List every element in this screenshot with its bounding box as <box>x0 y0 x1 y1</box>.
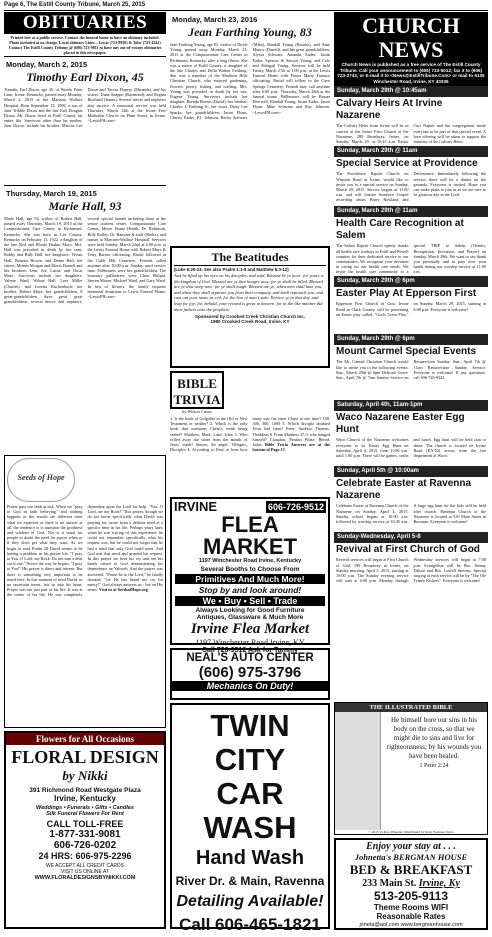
trivia-logo: BIBLE TRIVIA <box>170 371 224 409</box>
church-event <box>334 146 488 206</box>
bnb-l2: Johnetta's BERGMAN HOUSE <box>354 852 468 862</box>
church-event <box>334 532 488 620</box>
church-event-title: Revival at First Church of God <box>336 544 480 556</box>
church-event-body: Epperson First Church of God, Irvine Road in Clark County, will be presenting an Easter play called, "God's Great Plan," on Sunday, March 29, 2015, starting at 6:00 p.m. Everyone is welcome! <box>336 301 486 317</box>
beatitudes-sponsor: Sponsored by Crooked Creek Christian Church Inc. <box>194 314 306 320</box>
obit-text-3: Jean Farthing Young, age 83, widow of Doyle Young, passed away Monday, March 23, 2015 at the Compassionate Care Center in Richmond, Kentucky, after a long illness. She was a native of Estill County, a daughter of the late Charles and Della Walton Farthing. She was a member of the Madison Hills Christian Church, who enjoyed gardening, flowers, poetry, fishing, and crafting. Mrs. Young was preceded in death by her son, Eugene Young. Survivors include her daughter, Brenda Brown (David); her brother, Charles J. Farthing Jr.; her sister, Daisy Lee Sparks; her grandchildren: Jason Flynn, Christy Eades, P.J. Johnson, Becky Schwarz (Mike), Randall Young (Brooke), and Amy Muncy (Darrell); and her great grandchildren: Alyssa Schwarz, Amanda Eades, Justin Eades, Spencer & Sawyer Young, and Cole and Abbigail Young. Services will be held Friday, March 27th at 1:00 p.m. at the Lewis Funeral Home with Pastor Marty Furnace officiating. Burial will follow in the Cave Springs Cemetery. Friends may call anytime after 6:00 p.m., Thursday, March 26th at the funeral home. Pallbearers will be Buster Deerwell, Randall Young, Justin Eades, Jason Flynn, Mike Schwarz and Roy Johnson. <box>170 42 330 120</box>
seeds-of-hope <box>4 455 166 728</box>
obit-date-1: Monday, March 2, 2015 <box>6 60 88 69</box>
florist-top: Flowers for All Occasions <box>6 733 164 745</box>
church-event-date: Sunday-Wednesday, April 5-8 <box>334 532 488 543</box>
obit-sig-3: ~LewisFH.com~ <box>252 109 281 115</box>
church-event-date: Sunday, March 29th @ 6pm <box>334 334 488 345</box>
flea-line5: Always Looking for Good Furniture <box>195 607 305 614</box>
obit-date-2: Thursday, March 19, 2015 <box>6 189 97 198</box>
florist-services: Weddings • Funerals • Gifts • Candles <box>36 805 134 811</box>
florist-web-label: VISIT US ONLINE AT <box>61 869 109 875</box>
church-event-date: Saturday, April 4th, 11am-1pm <box>334 400 488 411</box>
neals-tag: Mechanics On Duty! <box>172 681 328 691</box>
church-event-title: Health Care Recognition at Salem <box>336 218 464 242</box>
beatitudes-ref: (Luke 6:20-23. See also Psalm 1:1-6 and Matthew 5:3-12) <box>174 267 289 272</box>
florist-phone1: 1-877-331-9081 <box>49 829 121 840</box>
obit-sig-1: ~LewisFH.com~ <box>87 118 116 124</box>
church-event-body: Revival services will begin at First Church of God, 199 Broadway in Irvine, on Sunday morning, April 5, 2015, starting at 10:00 a.m. The Sunday evening service will start at 6:00 p.m. Monday through Wednesday services will begin at 7:00 p.m. Evangelists will be Bro. Jimmy Dalton and Bro. Lowell Stevens. Special singing at each service will be by "The Ole Tymey Kickers". Everyone is welcome! <box>336 557 486 584</box>
illus-drawing <box>335 712 381 830</box>
church-title: CHURCH NEWS <box>362 13 460 62</box>
neals-name: NEAL'S AUTO CENTER <box>186 652 314 664</box>
church-subtitle: Church News is published as a free service of The Estill County Tribune. Call your announcement to (606) 723-5012; fax it to (606) 723-2743; or E-mail it to <News@EstillTribune.Com> or mail to 6135 Winchester Road, Irvine, KY 40336 <box>337 62 485 84</box>
obit-body-1 <box>4 87 166 183</box>
illustrated-bible <box>334 702 488 835</box>
page-header <box>4 2 488 11</box>
bnb-street: 233 Main St. <box>362 878 417 889</box>
beatitudes-address: 1980 Crooked Creek Road, Irvine, KY <box>210 319 290 325</box>
church-event <box>334 276 488 334</box>
florist-phone2: 606-726-0202 <box>53 840 117 851</box>
florist-name: FLORAL DESIGN <box>11 747 159 767</box>
florist-cards: WE ACCEPT ALL CREDIT CARDS <box>46 863 124 869</box>
seeds-body <box>7 504 163 724</box>
carwash-l6: Call 606-465-1821 <box>179 915 321 934</box>
flea-title: FLEA MARKET <box>202 512 298 559</box>
seeds-text: Prayer puts our faith at risk. When we "pray to God in faith believing" and nothing happens or the results are different from what we expected or there is no answer at all, the tendency is to question the goodness and wisdom of God. Nor is it usual for people to doubt the need for prayer when or if they don't get what they want. As we begin to read Psalm 28 David seems to be having a problem in his prayer life. "I pray to You, O Lord, my Rock. Do not turn a deaf ear to me." Notice the way he begins: "I pray to You!" His prayer is direct and intense. But there is something very important to be noted here. In this moment of need David, in no uncertain terms, lets us into his heart. Prayer was not just part of his life. It was at the center of his life. He was completely dependent upon the Lord for help. "You, O Lord, are my Rock!" This prayer, though we do not know specifically what David was praying for, arose from a definite need at a specific time in his life. Perhaps years later, when he was writing of this experience, he could not remember specifically what his request was, but he could not forget that he had a need that only God could meet. And God met that need and granted his request. In this prayer we hear his cry and see his hands raised to God demonstrating his dependence on Yahweh. And the prayer was answered. "Praise be to the Lord," he finally shouted, "for He has heard my cry for mercy!" God always answers us - but on His terms. <box>7 504 163 598</box>
bnb-l7: Reasonable Rates <box>376 912 446 921</box>
flea-irvine: IRVINE <box>174 499 218 514</box>
church-news <box>334 12 488 702</box>
obit-body-3 <box>170 42 330 242</box>
carwash-l2: CAR WASH <box>203 776 297 845</box>
church-event <box>334 466 488 532</box>
trivia-questions <box>170 416 330 494</box>
florist-city: Irvine, Kentucky <box>54 794 116 803</box>
neals-phone: (606) 975-3796 <box>198 664 302 681</box>
florist-phone3: 24 HRS: 606-975-2296 <box>38 851 132 861</box>
obituaries-note: Printed free as a public service. Contact the funeral home to have an obituary included. Photo included at no charge. Local obituary Lines – Lewis (723-8950) & Toler (723-4242) Contact The Estill County Tribune @ (606) 723-9811 to have any out-of-county obituaries placed in this newspaper. <box>8 35 162 55</box>
church-event-date: Sunday, March 29th @ 6pm <box>334 276 488 287</box>
beatitudes-title: The Beatitudes <box>174 250 326 266</box>
beatitudes-text: And he lifted up his eyes on his disciples, and said, Blessed be ye poor: for yours is the kingdom of God. Blessed are ye that hunger now: for ye shall be filled. Blessed are ye that weep now: for ye shall laugh. Blessed are ye, when men shall hate you, and when they shall separate you from their company, and shall reproach you, and cast out your name as evil, for the Son of man's sake. Rejoice ye in that day, and leap for joy: for, behold, your reward is great in heaven: for in the like manner did their fathers unto the prophets. <box>174 273 324 312</box>
obit-name-3: Jean Farthing Young, 83 <box>188 25 312 39</box>
carwash-l4: River Dr. & Main, Ravenna <box>175 874 325 888</box>
carwash-ad <box>170 703 330 934</box>
beatitudes <box>170 246 330 368</box>
church-header <box>334 12 488 86</box>
bnb-ad <box>334 838 488 930</box>
bible-trivia <box>170 371 330 495</box>
church-event-body: The Salem Baptist Church openly thanks all health care workers in Estill and Powell counties for their dedicated service to our communities. We recognize your devotion in caring for our health care needs. We invite the health care community to a special TRIP to Salem (Thanks, Recognition, Invitation, and Prayer) on Sunday, March 29th. We want to say thank you personally and to pray over your hands during our worship service at 11:00 a.m. <box>336 243 486 275</box>
church-event-body: The Mt. Carmel Christian Church would like to invite you to the following events: Sun., March 29th @ 6pm Delicate Grace. Sun., April 7th @ 7am Sunrise Service on Resurrection Sunday. Sun., April 7th @ 11am Resurrection Sunday Service. Everyone is welcome! If any questions, call 606-726-9342. <box>336 359 486 380</box>
flea-line3: Stop by and look around! <box>198 585 302 595</box>
obit-name-1: Timothy Earl Dixon, 45 <box>26 70 144 84</box>
obit-young <box>170 12 330 244</box>
carwash-l3: Hand Wash <box>195 847 305 869</box>
illus-title: THE ILLUSTRATED BIBLE <box>335 703 487 712</box>
trivia-by: by Wilson Casey <box>182 409 212 414</box>
flea-phone: 606-726-9512 <box>267 501 324 512</box>
florist-web[interactable]: WWW.FLORALDESIGNSBYNIKKI.COM <box>34 875 136 881</box>
church-event-body: Celebrate Easter at Ravenna Church of the Nazarene on Sunday, April 4, 2015. Sunday school begins at 10:00 a.m. followed by worship service at 10:45 a.m. A huge egg hunt for the kids will be held after church. Ravenna Church of the Nazarene is located at 530 Main Street in Ravenna. Everyone is welcome! <box>336 503 486 524</box>
church-event-date: Sunday, March 29th @ 11am <box>334 146 488 157</box>
church-event <box>334 400 488 466</box>
bnb-contact[interactable]: joneta@aol.com www.bergmanhouse.com <box>359 922 463 928</box>
flea-call: Call 726-9512 Ask for Tammy <box>201 647 299 654</box>
church-event-body: Waco Church of the Nazarene welcomes everyone to its Easter Egg Hunt on Saturday, April 4, 2015, from 11:00 a.m. until 1:00 p.m. There will be games, crafts and lunch. Egg hunt will be held rain or shine. The church is located on Irvine Road (KY-52) across from the fire department at Waco. <box>336 437 486 458</box>
obit-body-2 <box>4 216 166 466</box>
flea-address2: 1197 Winchester Road Irvine, KY <box>195 638 305 647</box>
flea-market-ad <box>170 497 330 654</box>
florist-silk: Silk Funeral Flowers For Rent <box>46 811 124 817</box>
page-header-text: Page 6, The Estill County Tribune, March 25, 2015 <box>4 2 146 8</box>
flea-address: 1197 Winchester Road Irvine, Kentucky <box>198 558 302 564</box>
illus-copyright: © 2015 by Ron Wheeler, Distributed by King Features Synd. <box>368 830 454 834</box>
obit-sig-2: ~LewisFH.com~ <box>87 294 116 300</box>
bnb-l4 <box>336 878 486 889</box>
church-event-date: Sunday, March 29th @ 11am <box>334 206 488 217</box>
church-event-title: Special Service at Providence <box>336 158 478 170</box>
church-event-date: Sunday, March 29th @ 10:45am <box>334 86 488 97</box>
church-event <box>334 206 488 276</box>
bnb-phone: 513-205-9113 <box>373 889 449 903</box>
bnb-l1: Enjoy your stay at . . . <box>366 841 456 852</box>
flea-line1: Several Booths to Choose From <box>200 566 300 573</box>
obit-name-2: Marie Hall, 93 <box>48 199 122 213</box>
carwash-l1: TWIN CITY <box>210 708 290 777</box>
church-event-body: The Providence Baptist Church on Winston Road in Irvine, would like to invite you to a special service on Sunday, March 29, 2015. Service begins at 11:00 a.m. and will feature Southern Gospel recording artists Barry Rowland and Deliverance. Immediately following the service, there will be a dinner on the grounds. Everyone is invited. Hope you can make plans to join in as we are sure to be glorious day in the Lord. <box>336 171 486 203</box>
church-event <box>334 86 488 146</box>
trivia-answers-note: Bible Trivia Answers are at the bottom of Page 13 <box>252 442 331 453</box>
obit-text-2: Marie Hall, age 93, widow of Robert Hall, passed away Thursday, March 19, 2015 at the Compassionate Care Center in Richmond, Kentucky. She was born in Lee County, Kentucky on February 15, 1922, a daughter of the late Ned and Rhoda Durbin Mays. Mrs. Hall was preceded in death by her sons, Bobby and Billy Hall; her daughters: Vivian Hall, Wanetta Brown, and Deane Hall; her sisters: Minnie Morgan and Mavis Darnell and her brothers: Lem, Joe, Lucas, and Oscar Mays. Survivors include her daughters: Valerie Ward, Wilma Hall, Lora Miller (Charles), and Loretta Kuchenbach; her brother, Robert Mays; her grandchildren, 8 great-grandchildren, three great, great grandchildren, several nieces and nephews; several special friends including those at the senior citizens center, Compassionate Care Center, Meyer Home Health, Dr. Robinson, Billy Kelley, Dr. Ransom & staff (Shelia), and nurses at Marcum-Wallace Hospital. Services were held Sunday, March 22nd at 2:00 p.m. at the Lewis Funeral Home with Robert Mays & Terry Barnes officiating. Burial followed in the Cobb Hill Cemetery. Friends called anytime after 10:00 a.m. Sunday, until service time. Pallbearers were her grandchildren. The honorary pallbearers were Chris Philpot, Steven Moore, Michael Ward, and Gary Ward. In lieu of flowers, the family requests memorial donations to Lewis Funeral Home. <box>4 216 166 305</box>
bnb-l3: BED & BREAKFAST <box>349 862 473 877</box>
florist-by: by Nikki <box>62 768 108 783</box>
church-event <box>334 334 488 400</box>
church-event-title: Easter Play At Epperson First <box>336 288 477 300</box>
florist-ad <box>4 731 166 929</box>
florist-call: CALL TOLL-FREE <box>46 819 124 829</box>
flea-script: Irvine Flea Market <box>190 621 310 637</box>
florist-addr: 391 Richmond Road Westgate Plaza <box>29 787 141 794</box>
church-event-title: Celebrate Easter at Ravenna Nazarene <box>336 478 472 502</box>
neals-ad <box>170 648 330 700</box>
church-event-date: Sunday, April 5th @ 10:00am <box>334 466 488 477</box>
carwash-l5: Detailing Available! <box>176 893 324 910</box>
obituaries-title: OBITUARIES <box>4 12 166 34</box>
flea-line2: Primitives And Much More! <box>175 574 325 584</box>
church-events <box>334 86 488 620</box>
flea-line4: We • Buy • Sell • Trade <box>175 596 325 606</box>
church-event-title: Calvary Heirs At Irvine Nazarene <box>336 98 443 122</box>
seeds-logo: Seeds of Hope <box>7 458 75 502</box>
seeds-sig: Visit us at SeedsofHope.org <box>98 587 148 593</box>
flea-line6: Antiques, Glassware & Much More <box>196 614 304 621</box>
obit-date-3: Monday, March 23, 2016 <box>172 15 258 24</box>
illus-ref: 1 Peter 2:24 <box>419 763 449 769</box>
church-event-title: Waco Nazarene Easter Egg Hunt <box>336 412 465 436</box>
illus-verse: He himself bore our sins in his body on the cross, so that we might die to sins and live for righteousness; by his wounds you have been healed. <box>386 716 482 760</box>
bnb-city: Irvine, Ky <box>418 878 460 889</box>
trivia-text: 1. Is the book of Golgotha in the Old or New Testament or neither? 2. Which is the only book that mentions Christ's tomb being sealed? Matthew, Mark, Luke, John 3. Who rolled away the stone from the mouth of Jesus' tomb? Simon, An angel, Villagers, Disciples 4. According to Paul, at least how many saw the risen Christ at one time? 100, 300, 500, 1000 5. Which disciple doubted Jesus had risen? Peter, Andrew, Thomas, Thaddeus 6. From Matthew 27:5, who hanged himself? Caiaphas, Pontius Pilate, Herod, Judas <box>170 416 330 453</box>
bnb-l6: Theme Rooms WIFI <box>373 903 449 912</box>
obituaries-column <box>4 12 166 452</box>
church-event-title: Mount Carmel Special Events <box>336 346 477 358</box>
obit-text-1: Timothy Earl Dixon, age 45, of Woods Point Lane, Irvine, Kentucky, passed away Monday, March 2, 2015 at the Marcum Wallace Hospital. Born September 15, 1969, a son of Jane Tribble Dixon and the late Earl Douglas Dixon, Mr. Dixon lived in Estill County his entire life. Survivors other than his mother, Jane Dixon, include his brother, Marcus Lee Dixon and Teresa Flanery (Miranda), and his sisters: Dana Snappe (Raymond), and Regina Rowland (James). Several nieces and nephews also survive. A memorial service was held Thursday, March 12th at the Irvine Free Methodist Church on Plum Street, in Irvine. <box>4 87 166 129</box>
church-event-body: The Calvary Heirs from Irvine will be in concert at the Irvine First Church of the Nazarene, 280 Broadway, Irvine, on Sunday, March 29, at 10:45 a.m. Pastor Curt Napier and the congregation invite everyone to be part of that special event. A love offering will be taken to support the ministry of the Calvary Heirs. <box>336 123 486 144</box>
